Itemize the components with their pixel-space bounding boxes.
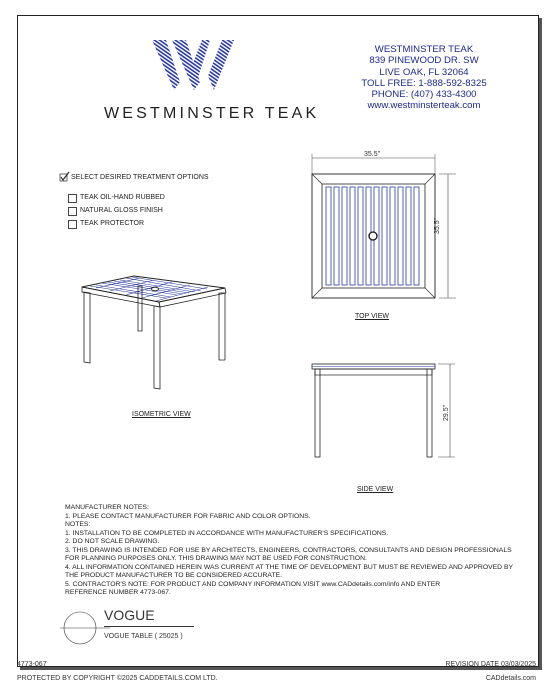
website-link[interactable]: www.westminsterteak.com — [367, 100, 481, 112]
notes-line: 4. ALL INFORMATION CONTAINED HEREIN WAS CURRENT AT THE TIME OF DEVELOPMENT BUT MUST BE REVIEWED AND APPROVED BY — [65, 563, 514, 571]
options-title: SELECT DESIRED TREATMENT OPTIONS — [71, 174, 209, 181]
notes-line: 1. INSTALLATION TO BE COMPLETED IN ACCORDANCE WITH MANUFACTURER'S SPECIFICATIONS. — [65, 529, 389, 537]
notes-line: REFERENCE NUMBER 4773-067. — [65, 589, 171, 597]
option-label: TEAK PROTECTOR — [80, 220, 145, 227]
title-circle-icon — [60, 610, 110, 646]
notes-line: 5. CONTRACTOR'S NOTE: FOR PRODUCT AND COMPANY INFORMATION VISIT www.CADdetails.com/info AND ENTER — [65, 580, 441, 588]
notes-line: 2. DO NOT SCALE DRAWING. — [65, 538, 160, 546]
reference-number: 4773-067 — [17, 661, 47, 668]
company-address — [352, 44, 496, 112]
address-line: TOLL FREE: 1-888-592-8325 — [361, 77, 487, 89]
caddetails-link[interactable]: CADdetails.com — [485, 675, 536, 682]
address-line: PHONE: (407) 433-4300 — [371, 89, 477, 101]
copyright-text: PROTECTED BY COPYRIGHT ©2025 CADDETAILS.COM LTD. — [17, 675, 218, 682]
title-divider — [104, 626, 194, 627]
address-line: WESTMINSTER TEAK — [374, 44, 474, 55]
top-view-label: TOP VIEW — [355, 313, 389, 320]
logo-wordmark: WESTMINSTER TEAK — [104, 105, 320, 122]
notes-line: FOR PLANNING PURPOSES ONLY. THIS DRAWING MAY NOT BE USED FOR CONSTRUCTION. — [65, 555, 367, 563]
top-width-dimension: 35.5" — [364, 151, 381, 158]
side-view-drawing — [305, 355, 465, 465]
revision-date: REVISION DATE 03/03/2025 — [445, 661, 536, 668]
side-view-label: SIDE VIEW — [357, 486, 394, 493]
product-name: VOGUE — [104, 607, 155, 623]
isometric-view-drawing — [70, 265, 250, 400]
isometric-view-label: ISOMETRIC VIEW — [132, 411, 191, 418]
notes-line: NOTES: — [65, 521, 91, 529]
option-label: TEAK OIL-HAND RUBBED — [80, 194, 165, 201]
address-line: 839 PINEWOOD DR. SW — [369, 55, 479, 67]
notes-line: 1. PLEASE CONTACT MANUFACTURER FOR FABRIC AND COLOR OPTIONS. — [65, 512, 311, 520]
westminster-logo-icon — [150, 38, 236, 92]
notes-line: THE PRODUCT MANUFACTURER TO BE CONSIDERED ACCURATE. — [65, 572, 283, 580]
product-subtitle: VOGUE TABLE ( 25025 ) — [104, 633, 183, 640]
notes-line: MANUFACTURER NOTES: — [65, 504, 149, 511]
side-height-dimension: 29.5" — [443, 404, 450, 421]
notes-block — [65, 504, 514, 598]
option-label: NATURAL GLOSS FINISH — [80, 207, 163, 214]
notes-line: 3. THIS DRAWING IS INTENDED FOR USE BY ARCHITECTS, ENGINEERS, CONTRACTORS, CONSULTANTS AND DESIGN PROFESSIONALS — [65, 546, 512, 554]
top-depth-dimension: 35.5" — [434, 217, 441, 234]
option-checkbox-natural-gloss[interactable] — [68, 207, 77, 216]
option-checkbox-teak-oil[interactable] — [68, 194, 77, 203]
option-checkbox-teak-protector[interactable] — [68, 220, 77, 229]
checkmark-icon — [59, 171, 71, 183]
address-line: LIVE OAK, FL 32064 — [379, 66, 469, 78]
